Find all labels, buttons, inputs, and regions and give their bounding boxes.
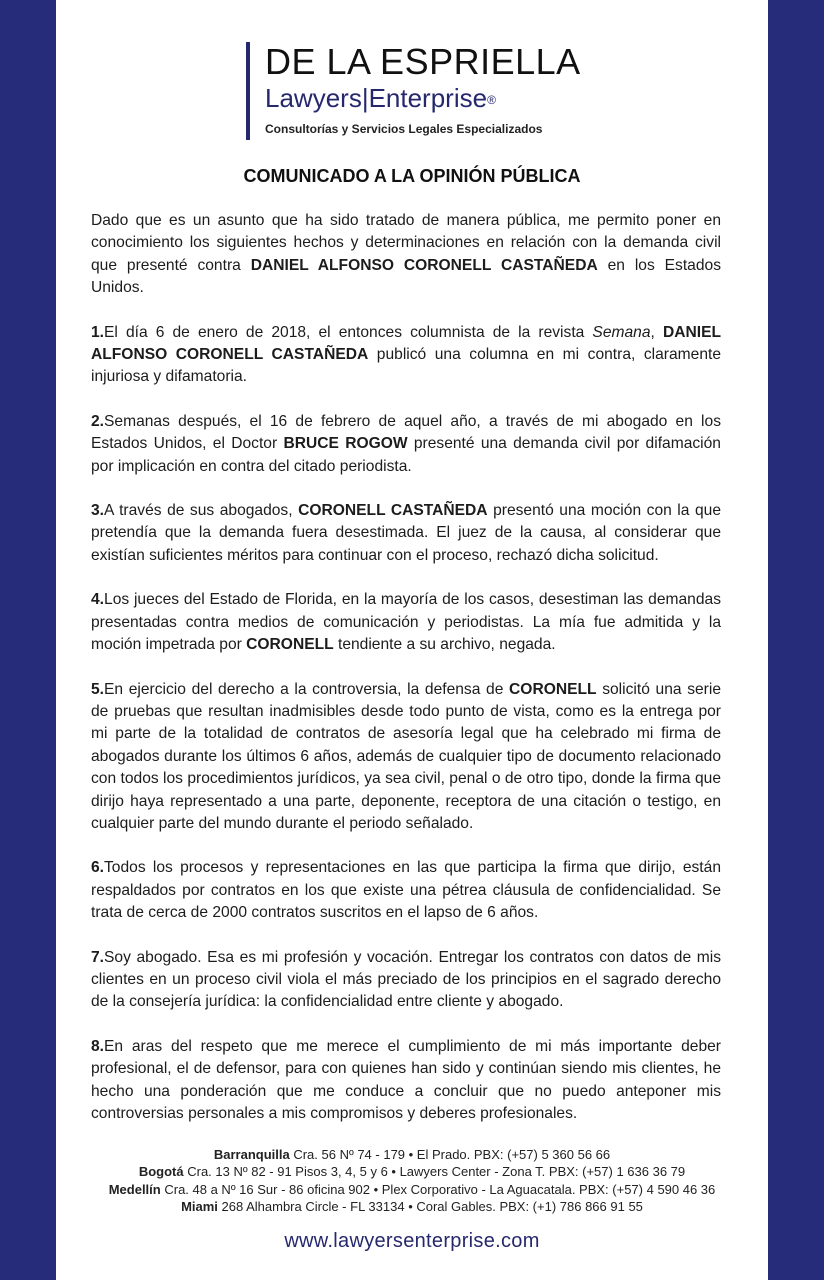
paragraph-number: 5. (91, 680, 105, 698)
left-border-bar (0, 0, 56, 1280)
address-line: Miami 268 Alhambra Circle - FL 33134 • Coral Gables. PBX: (+1) 786 866 91 55 (181, 1198, 643, 1214)
paragraph-number: 3. (91, 502, 105, 520)
paragraph-number: 7. (91, 948, 105, 966)
paragraph-3: 3.A través de sus abogados, CORONELL CASTAÑEDA presentó una moción con la que pretendía que la demanda fuera desestimada. El juez de la causa, al considerar que existían suficientes méritos para continuar con el proceso, rechazó dicha solicitud. (91, 502, 721, 564)
paragraph-number: 6. (91, 859, 105, 877)
paragraph-2: 2.Semanas después, el 16 de febrero de aquel año, a través de mi abogado en los Estados Unidos, el Doctor BRUCE ROGOW presenté una demanda civil por difamación por implicación en contra del citado periodista. (91, 412, 721, 475)
document-headline: COMUNICADO A LA OPINIÓN PÚBLICA (243, 166, 581, 186)
paragraph-8: 8.En aras del respeto que me merece el cumplimiento de mi más importante deber profesional, el de defensor, para con quienes han sido y continúan siendo mis clientes, he hecho una ponderación que me conduce a concluir que no puedo anteponer mis controversias personales a mis compromisos y deberes profesionales. (91, 1037, 721, 1122)
paragraph-6: 6.Todos los procesos y representaciones en las que participa la firma que dirijo, están respaldados por contratos en los que existe una pétrea cláusula de confidencialidad. Se trata de cerca de 2000 contratos suscritos en el lapso de 6 años. (91, 859, 721, 922)
paragraph-7: 7.Soy abogado. Esa es mi profesión y vocación. Entregar los contratos con datos de mis clientes en un proceso civil viola el más preciado de los principios en el sagrado derecho de la consejería jurídica: la confidencialidad entre cliente y abogado. (91, 948, 721, 1011)
magazine-name: Semana (592, 323, 651, 341)
address-line: Bogotá Cra. 13 Nº 82 - 91 Pisos 3, 4, 5 y 6 • Lawyers Center - Zona T. PBX: (+57) 1 636 36 79 (138, 1164, 686, 1180)
lawyer-name: BRUCE ROGOW (283, 435, 408, 453)
address-line: Barranquilla Cra. 56 Nº 74 - 179 • El Prado. PBX: (+57) 5 360 56 66 (213, 1147, 611, 1162)
defendant-name: DANIEL ALFONSO CORONELL CASTAÑEDA (250, 256, 598, 274)
paragraph-4: 4.Los jueces del Estado de Florida, en la mayoría de los casos, desestiman las demandas presentadas contra medios de comunicación y periodistas. La mía fue admitida y la moción impetrada por CORONELL tendiente a su archivo, negada. (91, 591, 721, 654)
registered-mark: ® (487, 93, 496, 107)
paragraph-number: 1. (91, 323, 105, 341)
logo-vertical-rule (246, 42, 250, 140)
defendant-name: CORONELL CASTAÑEDA (298, 502, 488, 520)
paragraph-number: 2. (91, 412, 105, 430)
right-border-bar (768, 0, 824, 1280)
logo-title: DE LA ESPRIELLA (265, 41, 581, 82)
document-body (91, 210, 721, 1147)
paragraph-number: 8. (91, 1037, 105, 1055)
city-name: Bogotá (138, 1164, 184, 1180)
paragraph-5: 5.En ejercicio del derecho a la controversia, la defensa de CORONELL solicitó una serie de pruebas que resultan inadmisibles desde todo punto de vista, como es la entrega por mi parte de la totalidad de contratos de asesoría legal que ha celebrado mi firma de abogados durante los últimos 6 años, además de cualquier tipo de documento relacionado con todos los procedimientos jurídicos, ya sea civil, penal o de otro tipo, donde la firma que dirijo haya representado a una parte, deponente, receptora de una citación o testigo, en cualquier parte del mundo durante el periodo señalado. (91, 680, 721, 832)
defendant-name: CORONELL (246, 636, 334, 654)
city-name: Miami (181, 1198, 218, 1214)
address-line: Medellín Cra. 48 a Nº 16 Sur - 86 oficina 902 • Plex Corporativo - La Aguacatala. PBX: (+57) 4 590 46 36 (108, 1181, 716, 1197)
defendant-name: DANIEL ALFONSO CORONELL CASTAÑEDA (91, 323, 721, 364)
defendant-name: CORONELL (509, 680, 597, 698)
city-name: Medellín (108, 1181, 161, 1197)
paragraph-number: 4. (91, 591, 105, 609)
website-link[interactable]: www.lawyersenterprise.com (284, 1230, 540, 1252)
logo-tagline: Consultorías y Servicios Legales Especializados (265, 122, 543, 136)
office-addresses (56, 1146, 768, 1215)
paragraph-1: 1.El día 6 de enero de 2018, el entonces columnista de la revista Semana, DANIEL ALFONSO CORONELL CASTAÑEDA publicó una columna en mi contra, claramente injuriosa y difamatoria. (91, 323, 721, 386)
city-name: Barranquilla (213, 1147, 290, 1162)
logo-subtitle (265, 82, 496, 114)
logo-subtitle-text: Lawyers|Enterprise (265, 83, 488, 113)
intro-paragraph: Dado que es un asunto que ha sido tratado de manera pública, me permito poner en conocimiento los siguientes hechos y determinaciones en relación con la demanda civil que presenté contra DANIEL ALFONSO CORONELL CASTAÑEDA en los Estados Unidos. (91, 212, 721, 297)
document-page (56, 0, 768, 1280)
